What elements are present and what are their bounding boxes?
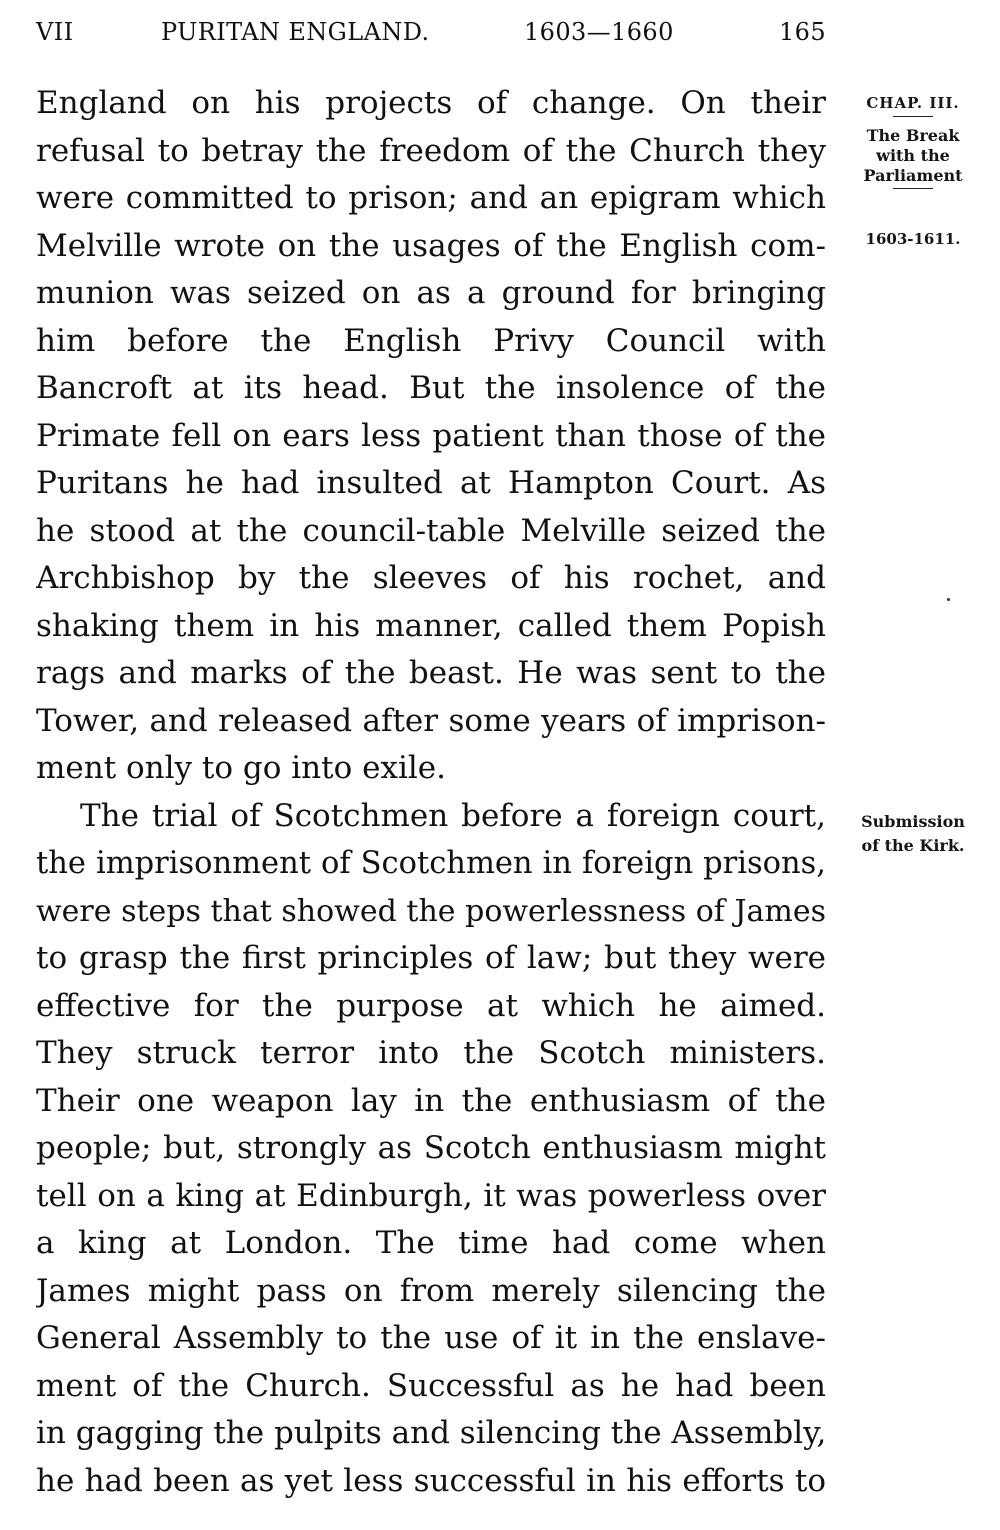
text-line: Bancroft at its head. But the insolence of the (36, 370, 826, 406)
margin-submission-line: of the Kirk. (861, 836, 965, 855)
text-line: he stood at the council-table Melville seized the (36, 512, 826, 549)
text-line: ment of the Church. Successful as he had been (36, 1367, 826, 1404)
margin-years-label: 1603-1611. (865, 230, 961, 248)
page-number: 165 (778, 18, 826, 46)
text-line: Tower, and released after some years of imprison- (36, 702, 826, 739)
text-line: were committed to prison; and an epigram which (36, 180, 826, 216)
margin-note-submission (838, 810, 988, 858)
margin-note-chapter (838, 92, 988, 121)
text-line: shaking them in his manner, called them Popish (36, 607, 826, 644)
text-line: tell on a king at Edinburgh, it was powerless over (36, 1177, 826, 1214)
text-line: him before the English Privy Council with (36, 322, 826, 359)
text-line: Their one weapon lay in the enthusiasm of the (36, 1082, 826, 1119)
running-head (36, 16, 826, 48)
text-line: They struck terror into the Scotch ministers. (36, 1035, 826, 1071)
text-line: General Assembly to the use of it in the enslave- (36, 1320, 826, 1356)
text-line: people; but, strongly as Scotch enthusiasm might (36, 1130, 826, 1166)
text-line: Melville wrote on the usages of the English com- (36, 227, 826, 264)
text-line: were steps that showed the powerlessness of James (36, 893, 826, 929)
margin-note-section (838, 126, 988, 193)
margin-chapter-label: CHAP. III. (866, 94, 960, 112)
text-line: James might pass on from merely silencing the (36, 1272, 826, 1309)
body-text (36, 80, 826, 1505)
text-line: a king at London. The time had come when (36, 1225, 826, 1261)
text-line: munion was seized on as a ground for bringing (36, 275, 826, 311)
text-line: to grasp the first principles of law; but they were (36, 940, 826, 976)
margin-section-line: Parliament (863, 166, 963, 185)
chapter-numeral: VII (36, 18, 74, 46)
text-line: England on his projects of change. On their (36, 85, 826, 121)
text-line: rags and marks of the beast. He was sent to the (36, 655, 826, 691)
text-line: The trial of Scotchmen before a foreign court, (80, 797, 826, 834)
running-years: 1603—1660 (524, 18, 674, 46)
text-line: Primate fell on ears less patient than those of the (36, 417, 826, 454)
text-line: ment only to go into exile. (36, 750, 446, 786)
text-line: he had been as yet less successful in his efforts to (36, 1462, 826, 1499)
running-title: PURITAN ENGLAND. (161, 18, 430, 46)
margin-section-line: with the (876, 146, 950, 165)
margin-section-line: The Break (866, 126, 960, 145)
text-line: in gagging the pulpits and silencing the Assembly, (36, 1415, 826, 1451)
text-line: the imprisonment of Scotchmen in foreign prisons, (36, 846, 826, 881)
text-line: Archbishop by the sleeves of his rochet, and (36, 560, 826, 596)
text-line: refusal to betray the freedom of the Church they (36, 132, 826, 169)
print-speck-dot (947, 598, 950, 601)
margin-rule (893, 188, 933, 189)
text-line: effective for the purpose at which he aimed. (36, 987, 826, 1024)
margin-note-years (838, 228, 988, 250)
margin-submission-line: Submission (861, 812, 965, 831)
margin-rule (893, 116, 933, 117)
text-line: Puritans he had insulted at Hampton Court. As (36, 465, 826, 501)
